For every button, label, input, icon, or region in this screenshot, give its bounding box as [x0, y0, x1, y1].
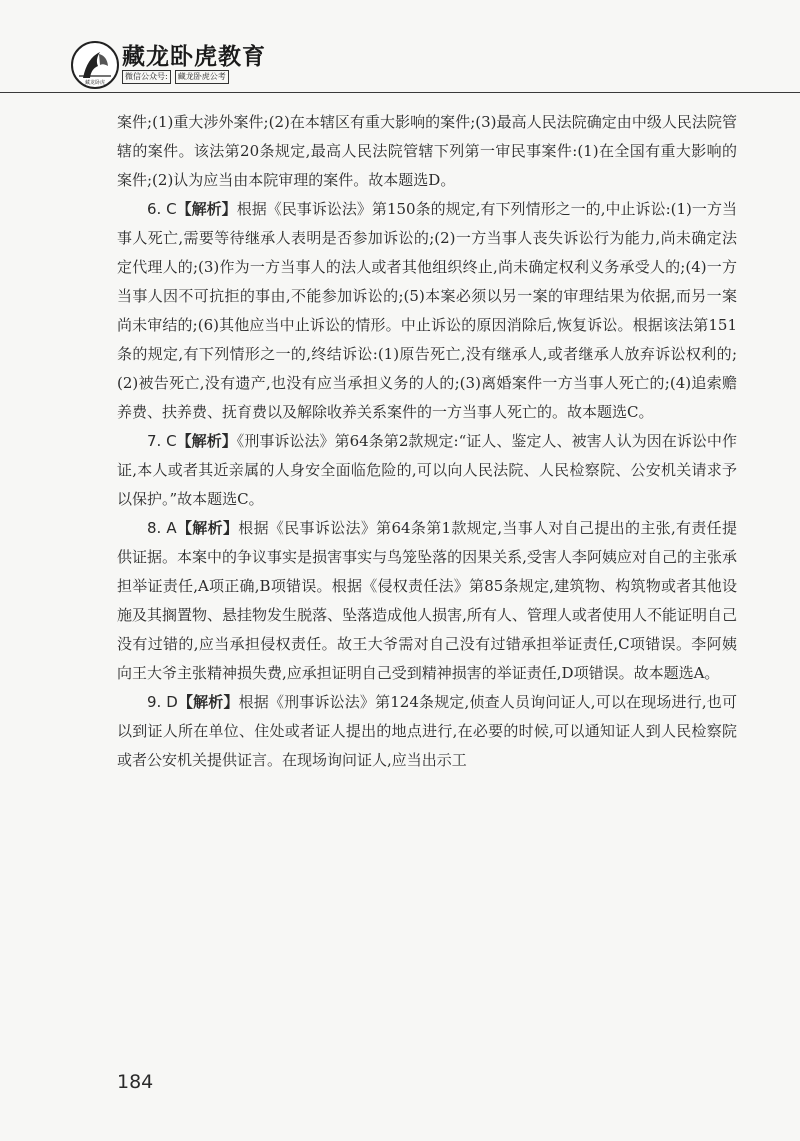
analysis-tag: 【解析】	[176, 200, 237, 218]
paragraph-text: 案件;(1)重大涉外案件;(2)在本辖区有重大影响的案件;(3)最高人民法院确定由中级人民法院管辖的案件。该法第20条规定,最高人民法院管辖下列第一审民事案件:(1)在全国有重大影响的案件;(2)认为应当由本院审理的案件。故本题选D。	[117, 113, 737, 189]
answer-paragraph-6	[117, 195, 737, 427]
header-divider	[0, 92, 800, 93]
answer-paragraph-8	[117, 514, 737, 688]
question-number: 9. D	[147, 693, 178, 711]
svg-text:藏龙卧虎: 藏龙卧虎	[84, 80, 106, 86]
page-number: 184	[117, 1071, 154, 1093]
answer-paragraph-9	[117, 688, 737, 775]
question-number: 7. C	[147, 432, 177, 450]
page-body	[117, 108, 737, 775]
paragraph-continuation	[117, 108, 737, 195]
paragraph-text: 《刑事诉讼法》第64条第2款规定:“证人、鉴定人、被害人认为因在诉讼中作证,本人或者其近亲属的人身安全面临危险的,可以向人民法院、人民检察院、公安机关请求予以保护。”故本题选C。	[117, 432, 737, 508]
brand-logo-icon	[70, 40, 120, 90]
paragraph-text: 根据《刑事诉讼法》第124条规定,侦查人员询问证人,可以在现场进行,也可以到证人所在单位、住处或者证人提出的地点进行,在必要的时候,可以通知证人到人民检察院或者公安机关提供证言。在现场询问证人,应当出示工	[117, 693, 737, 769]
brand-title: 藏龙卧虎教育	[122, 44, 266, 70]
brand-subtitle-label: 微信公众号:	[122, 70, 171, 84]
paragraph-text: 根据《民事诉讼法》第150条的规定,有下列情形之一的,中止诉讼:(1)一方当事人死亡,需要等待继承人表明是否参加诉讼的;(2)一方当事人丧失诉讼行为能力,尚未确定法定代理人的;(3)作为一方当事人的法人或者其他组织终止,尚未确定权利义务承受人的;(4)一方当事人因不可抗拒的事由,不能参加诉讼的;(5)本案必须以另一案的审理结果为依据,而另一案尚未审结的;(6)其他应当中止诉讼的情形。中止诉讼的原因消除后,恢复诉讼。根据该法第151条的规定,有下列情形之一的,终结诉讼:(1)原告死亡,没有继承人,或者继承人放弃诉讼权利的;(2)被告死亡,没有遗产,也没有应当承担义务的人的;(3)离婚案件一方当事人死亡的;(4)追索赡养费、扶养费、抚育费以及解除收养关系案件的一方当事人死亡的。故本题选C。	[117, 200, 737, 421]
analysis-tag: 【解析】	[176, 519, 239, 537]
brand-subtitle	[122, 70, 229, 84]
page-header	[0, 0, 800, 92]
answer-paragraph-7	[117, 427, 737, 514]
analysis-tag: 【解析】	[176, 432, 237, 450]
question-number: 8. A	[147, 519, 177, 537]
brand-subtitle-account: 藏龙卧虎公考	[175, 70, 229, 84]
question-number: 6. C	[147, 200, 177, 218]
paragraph-text: 根据《民事诉讼法》第64条第1款规定,当事人对自己提出的主张,有责任提供证据。本案中的争议事实是损害事实与鸟笼坠落的因果关系,受害人李阿姨应对自己的主张承担举证责任,A项正确,B项错误。根据《侵权责任法》第85条规定,建筑物、构筑物或者其他设施及其搁置物、悬挂物发生脱落、坠落造成他人损害,所有人、管理人或者使用人不能证明自己没有过错的,应当承担侵权责任。故王大爷需对自己没有过错承担举证责任,C项错误。李阿姨向王大爷主张精神损失费,应承担证明自己受到精神损害的举证责任,D项错误。故本题选A。	[117, 519, 738, 682]
analysis-tag: 【解析】	[177, 693, 239, 711]
